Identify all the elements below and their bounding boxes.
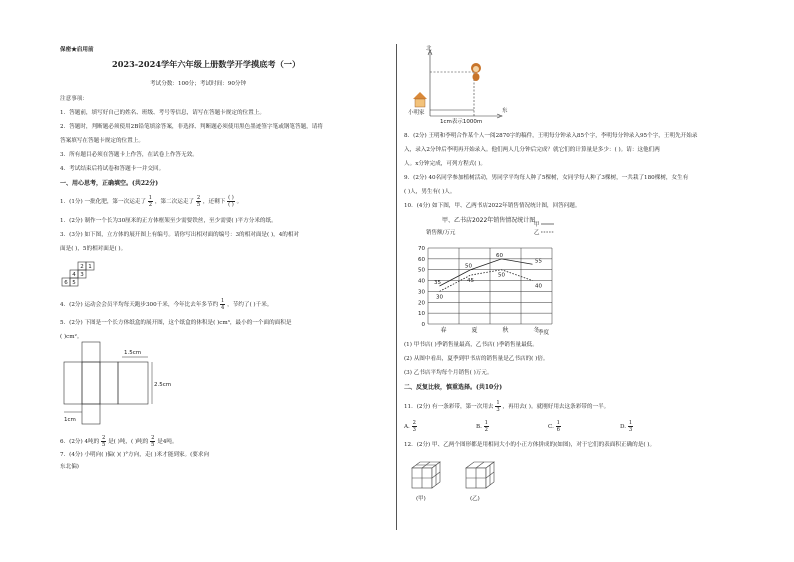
map-north-label: 北 (426, 46, 432, 52)
q6-text: 6．(2分) 4吨的 (60, 439, 100, 445)
chart-x-tick: 春 (440, 327, 447, 334)
q4-fraction: $\frac{1}{4}$ (220, 298, 225, 311)
chart-y-tick: 60 (418, 256, 425, 263)
chart-data-label: 45 (467, 278, 474, 285)
box-label-width: 1.5cm (124, 350, 142, 356)
q1-fraction-2: $\frac{2}{5}$ (196, 195, 201, 208)
cube-net-figure (60, 260, 100, 290)
note-2-cont: 答案填写在答题卡规定的位置上。 (60, 138, 144, 144)
q1-text-mid: ，第二次运走了 (154, 199, 195, 205)
right-column (398, 0, 794, 562)
q6-fraction-2: $\frac{2}{5}$ (151, 435, 155, 448)
house-icon (413, 92, 427, 107)
question-5-line2: ( )cm²。 (60, 334, 83, 340)
question-9-line2: ( )人，男生有( )人。 (404, 189, 456, 195)
chart-data-label: 55 (535, 258, 542, 265)
chart-x-tick: 秋 (502, 327, 509, 334)
q11-option-a[interactable]: A. $\frac{2}{3}$ (404, 420, 416, 433)
question-10-part1: (1) 甲书店( )季销售量最高，乙书店( )季销售量最低。 (404, 342, 538, 348)
question-3-line2: 面是( )，5的相对面是( )。 (60, 246, 127, 252)
question-10-part2: (2) 从图中看出，夏季到甲书店的销售量是乙书店的( )倍。 (404, 356, 549, 362)
section-2-heading: 二、反复比较，慎重选择。(共10分) (404, 384, 503, 391)
chart-y-tick: 50 (418, 267, 425, 274)
q6-text-post: 是4吨。 (157, 439, 178, 445)
question-5-line1: 5．(2分) 下图是一个长方体纸盒的展开图，这个纸盒的体积是( )cm³，最小的一个面的面积是 (60, 320, 292, 326)
chart-x-label: 季度 (538, 330, 550, 336)
net-face-5: 5 (72, 280, 76, 286)
net-face-2: 2 (80, 264, 84, 270)
question-7-line2: 东北偏) (60, 464, 79, 470)
legend-series-1: 甲 (534, 222, 540, 228)
exam-info: 考试分数：100分；考试时间：90分钟 (150, 81, 247, 87)
q11-option-b[interactable]: B. $\frac{1}{2}$ (476, 420, 488, 433)
q11-text-mid: ，再用去( )。就刚好用去这条彩带的一半。 (502, 404, 610, 410)
cube-figure-jia (412, 462, 440, 488)
map-figure (408, 44, 508, 124)
q1-fraction-1: $\frac{1}{2}$ (148, 195, 153, 208)
column-divider (396, 44, 397, 530)
cube-figures (406, 456, 506, 512)
chart-x-tick: 冬 (533, 327, 540, 334)
note-1: 1．答题前，填写好自己的姓名、班级、考号等信息，请写在答题卡规定的位置上。 (60, 110, 265, 116)
q11-option-c[interactable]: C. $\frac{1}{6}$ (548, 420, 560, 433)
q11-text: 11．(2分) 有一条彩带，第一次用去 (404, 404, 494, 410)
chart-series-1-line (440, 259, 533, 286)
q6-fraction-1: $\frac{2}{5}$ (101, 435, 106, 448)
question-10: 10．(4分) 如下图，甲、乙两书店2022年销售情况统计图，回答问题。 (404, 203, 581, 209)
chart-legend (534, 220, 554, 236)
page-title: 2023-2024学年六年级上册数学开学摸底考（一） (112, 59, 301, 69)
chart-data-label: 50 (498, 272, 505, 279)
chart-y-tick: 10 (418, 311, 425, 318)
note-3: 3．所有题目必须在答题卡上作答，在试卷上作答无效。 (60, 152, 198, 158)
chart-y-tick: 30 (418, 289, 425, 296)
chart-y-tick: 20 (418, 300, 425, 307)
box-label-height: 2.5cm (154, 382, 172, 388)
notes-title: 注意事项： (60, 96, 88, 102)
chart-y-tick: 70 (418, 246, 425, 252)
map-east-label: 东 (502, 108, 508, 114)
section-1-heading: 一、用心思考，正确填空。(共22分) (60, 180, 159, 187)
cube-label-jia: (甲) (416, 496, 426, 502)
q1-end: 。 (236, 199, 243, 205)
question-3-line1: 3．(3分) 如下图，立方体的展开图上有编号。请你写出相对面的编号：3的相对面是( )，4的相对 (60, 232, 300, 238)
net-face-1: 1 (88, 264, 92, 270)
legend-series-2: 乙 (534, 230, 540, 236)
question-8-line2: 入，录入2分钟后李明再开始录入。他们两人几分钟后完成？就它们的计算量是多少：( )。请：这他们两 (404, 147, 660, 153)
q11-fraction: $\frac{1}{3}$ (496, 400, 500, 413)
chart-y-label: 销售额/万元 (426, 230, 456, 236)
chart-data-label: 60 (496, 252, 503, 259)
box-label-depth: 1cm (64, 417, 76, 423)
question-2: 1．(2分) 制作一个长为30厘米的正方体框架至少需要铁丝，至少需要( )平方分米的纸。 (60, 218, 277, 224)
chart-y-tick: 0 (421, 322, 425, 328)
chart-title: 甲、乙书店2022年销售情况统计图 (442, 217, 536, 224)
chart-data-label: 50 (465, 263, 472, 270)
map-scale-label: 1cm表示1000m (440, 119, 483, 124)
question-9-line1: 9．(2分) 40名同学参加植树活动，男同学平均每人种了5棵树，女同学每人种了3棵树，一共栽了180棵树，女生有 (404, 175, 689, 181)
question-7-line1: 7．(4分) 小明向( )偏( )( )°方向，走( )米才能到家。(要求向 (60, 452, 210, 458)
sales-line-chart (402, 214, 562, 338)
question-6 (60, 435, 178, 448)
chart-data-label: 40 (535, 283, 542, 290)
chart-x-tick: 夏 (471, 327, 478, 334)
q1-text: 1．(1分) 一批化肥，第一次运走了 (60, 199, 146, 205)
q1-text-post: ，还剩下 (202, 199, 226, 205)
note-4: 4．考试结束后将试卷和答题卡一并交回。 (60, 166, 165, 172)
q4-text-post: ，节约了( )千米。 (227, 302, 273, 308)
left-column (0, 0, 396, 562)
q1-answer-fraction: $\frac{( )}{( )}$ (228, 195, 234, 208)
question-1 (60, 195, 242, 208)
header-tag: 保密★启用前 (60, 47, 94, 53)
question-10-part3: (3) 乙书店平均每个月销售( )万元。 (404, 370, 493, 376)
q4-text: 4．(2分) 运动会会员平均每天跑步300千米，今年比去年多节约 (60, 302, 219, 308)
question-8-line3: 人。x分钟完成，可列方程式( )。 (404, 161, 487, 167)
box-net-figure (60, 340, 180, 428)
net-face-6: 6 (64, 280, 68, 286)
chart-y-tick: 40 (418, 278, 425, 285)
cube-figure-yi (466, 462, 494, 488)
q11-option-d[interactable]: D. $\frac{1}{3}$ (620, 420, 633, 433)
question-8-line1: 8．(2分) 王明和李明合作某个人一阅2870字的稿件，王明每分钟录入85个字，李明每分钟录入95个字，王明先开始录 (404, 133, 698, 139)
cube-label-yi: (乙) (470, 496, 480, 502)
q6-text-mid: 是( )吨，( )吨的 (108, 439, 149, 445)
chart-data-label: 30 (436, 294, 443, 301)
chart-data-label: 35 (434, 280, 441, 286)
question-11 (404, 400, 609, 413)
map-home-label: 小明家 (408, 110, 425, 116)
question-4 (60, 298, 272, 311)
net-face-4: 4 (72, 272, 76, 278)
note-2: 2．答题时，判断题必须使用2B铅笔填涂答案，非选择、判断题必须使用黑色墨迹签字笔或钢笔答题，请将 (60, 124, 323, 130)
question-12: 12．(2分) 甲、乙两个图形都是用相同大小的小正方体拼成的(如图)，对于它们的表面积正确的是( )。 (404, 442, 656, 448)
net-face-3: 3 (80, 272, 84, 278)
